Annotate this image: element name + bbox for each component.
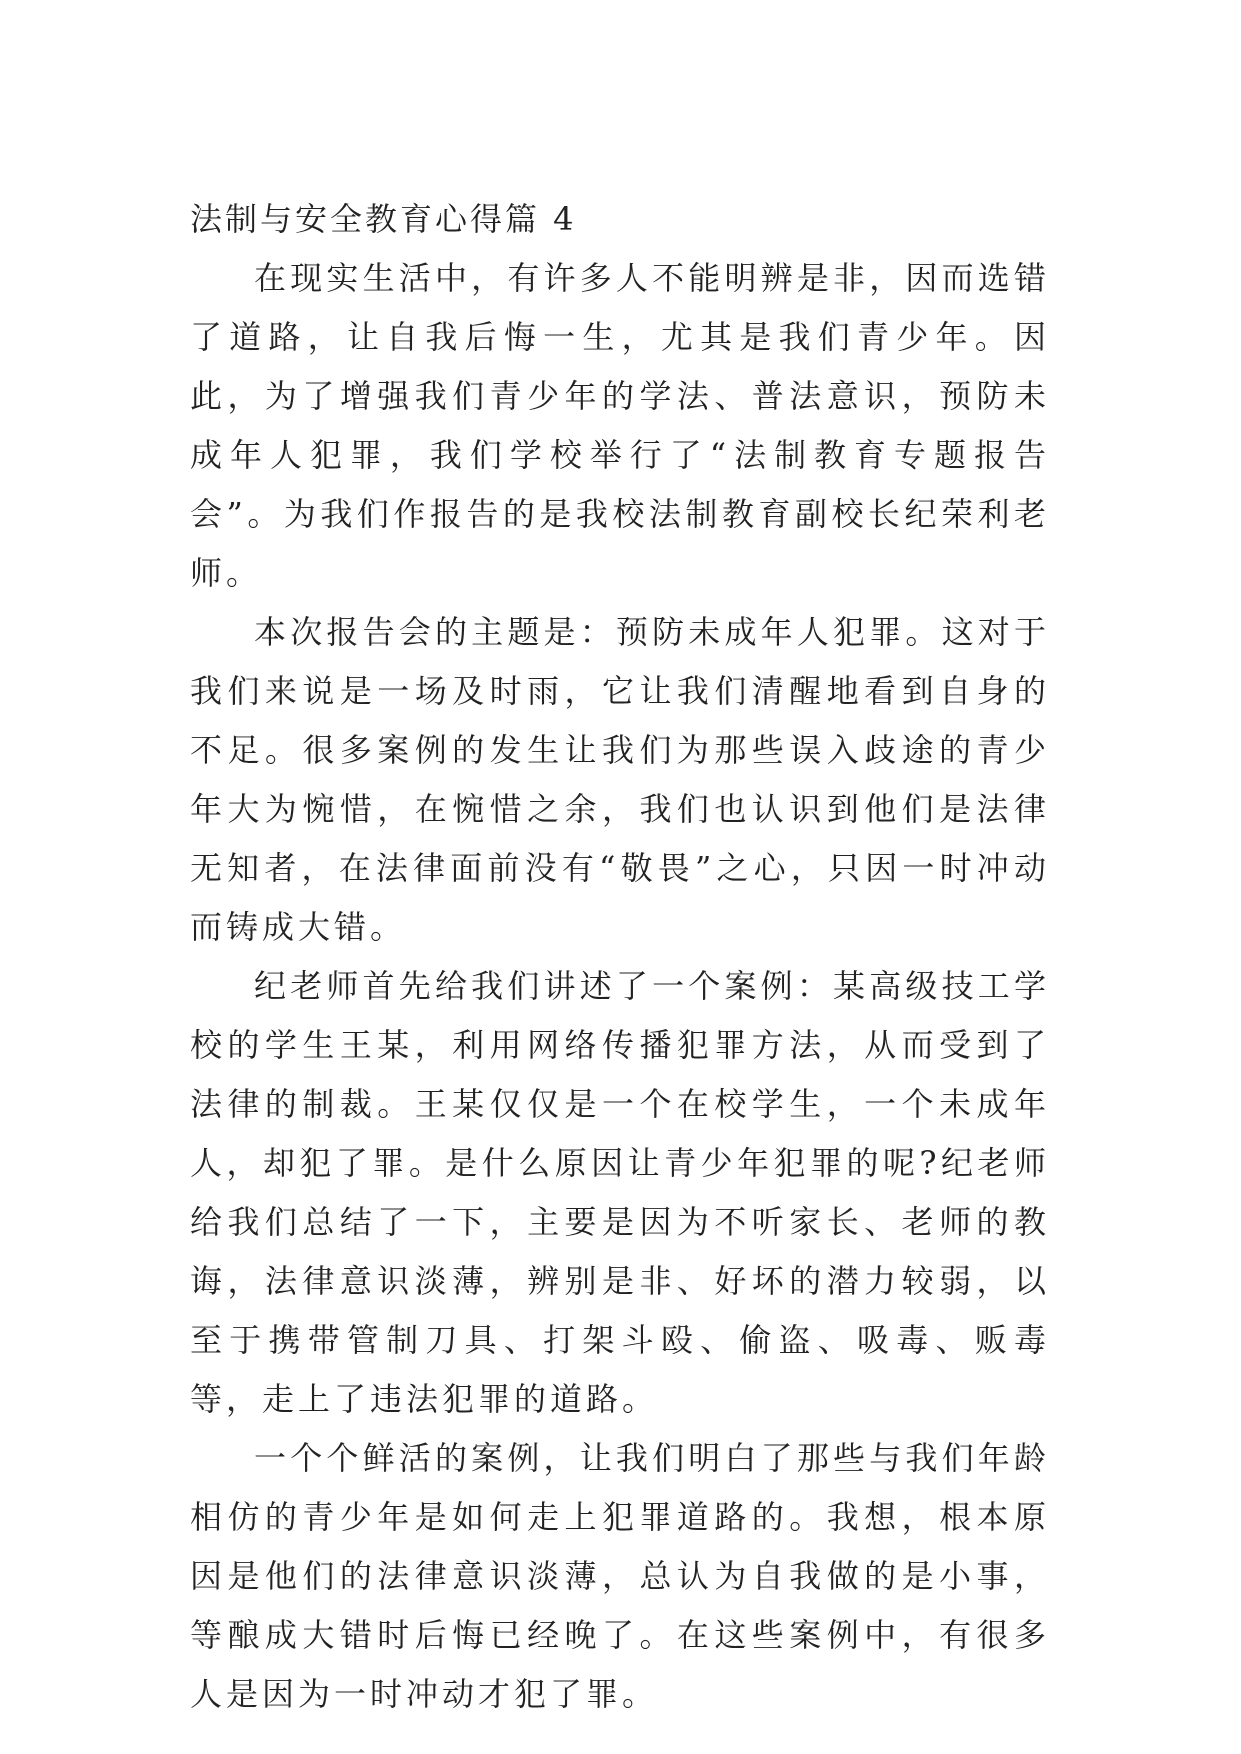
- document-body: [190, 190, 1050, 1724]
- paragraph-2: 本次报告会的主题是：预防未成年人犯罪。这对于我们来说是一场及时雨，它让我们清醒地看到自身的不足。很多案例的发生让我们为那些误入歧途的青少年大为惋惜，在惋惜之余，我们也认识到他们是法律无知者，在法律面前没有“敬畏”之心，只因一时冲动而铸成大错。: [190, 613, 1050, 946]
- paragraph-1: 在现实生活中，有许多人不能明辨是非，因而选错了道路，让自我后悔一生，尤其是我们青少年。因此，为了增强我们青少年的学法、普法意识，预防未成年人犯罪，我们学校举行了“法制教育专题报告会”。为我们作报告的是我校法制教育副校长纪荣利老师。: [190, 259, 1050, 592]
- paragraph-3: 纪老师首先给我们讲述了一个案例：某高级技工学校的学生王某，利用网络传播犯罪方法，从而受到了法律的制裁。王某仅仅是一个在校学生，一个未成年人，却犯了罪。是什么原因让青少年犯罪的呢?纪老师给我们总结了一下，主要是因为不听家长、老师的教诲，法律意识淡薄，辨别是非、好坏的潜力较弱，以至于携带管制刀具、打架斗殴、偷盗、吸毒、贩毒等，走上了违法犯罪的道路。: [190, 967, 1050, 1418]
- document-title: 法制与安全教育心得篇 4: [190, 200, 577, 238]
- paragraph-4: 一个个鲜活的案例，让我们明白了那些与我们年龄相仿的青少年是如何走上犯罪道路的。我想，根本原因是他们的法律意识淡薄，总认为自我做的是小事，等酿成大错时后悔已经晚了。在这些案例中，有很多人是因为一时冲动才犯了罪。: [190, 1439, 1050, 1713]
